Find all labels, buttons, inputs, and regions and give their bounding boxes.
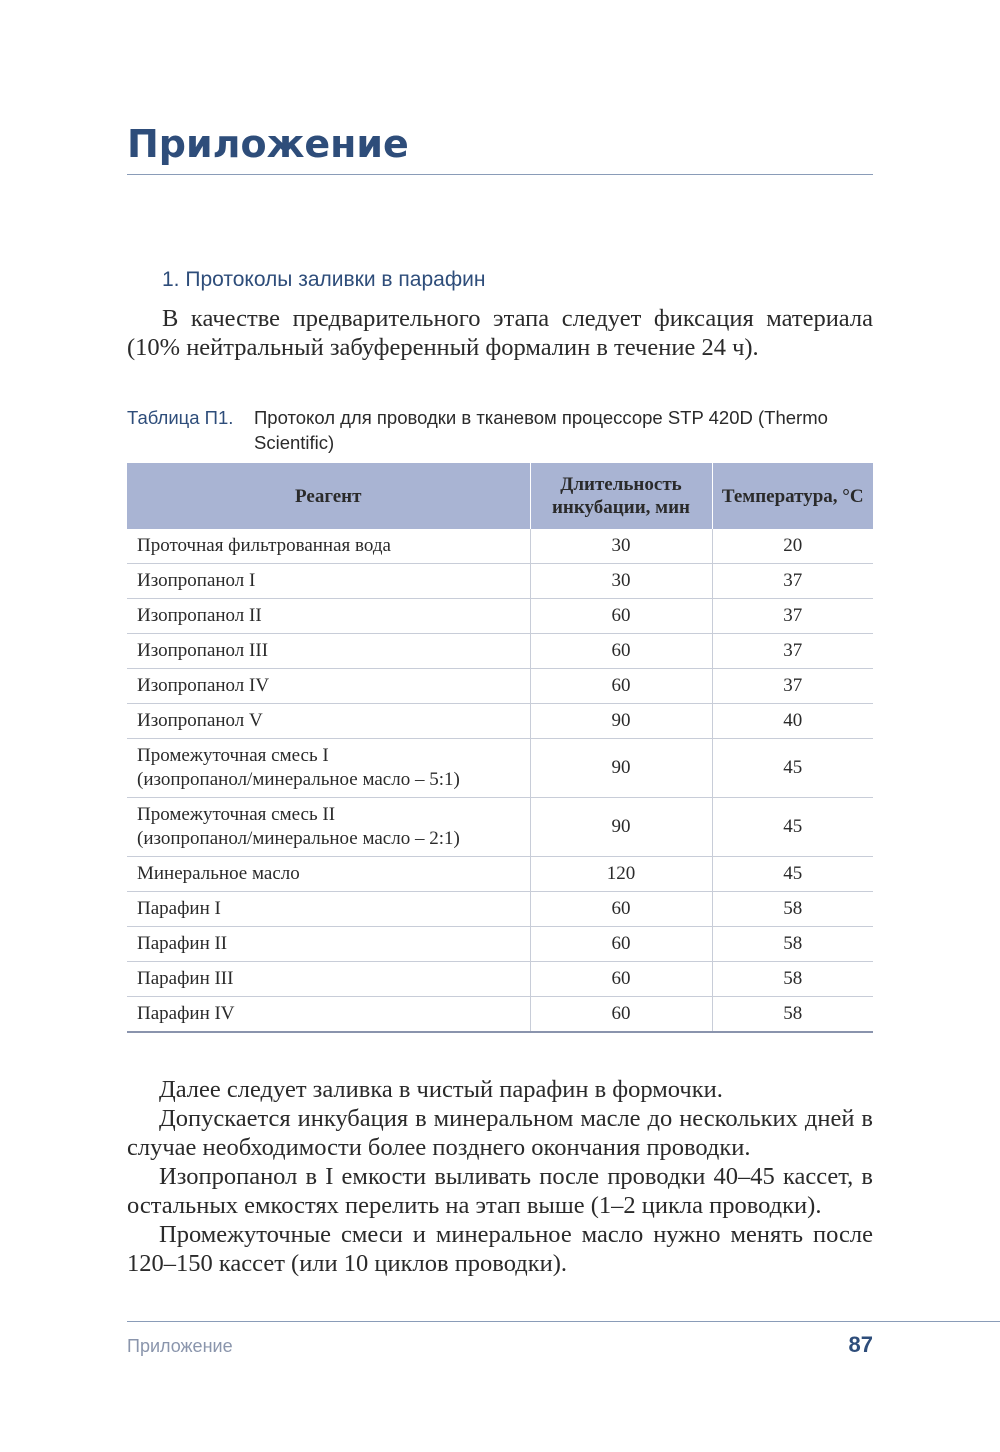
reagent-note: (изопропанол/минеральное масло – 5:1) — [137, 769, 460, 790]
title-divider — [127, 174, 873, 175]
table-header-row — [127, 463, 873, 529]
header-duration: Длительность инкубации, мин — [530, 463, 712, 529]
table-row — [127, 634, 873, 669]
reagent-cell — [127, 739, 530, 798]
duration-cell: 60 — [530, 634, 712, 669]
temperature-cell: 45 — [712, 739, 873, 798]
reagent-name: Промежуточная смесь II — [137, 804, 336, 825]
table-row — [127, 798, 873, 857]
header-reagent: Реагент — [127, 463, 530, 529]
table-row — [127, 599, 873, 634]
duration-cell: 60 — [530, 997, 712, 1033]
table-row — [127, 669, 873, 704]
table-row — [127, 962, 873, 997]
table-row — [127, 927, 873, 962]
temperature-cell: 45 — [712, 798, 873, 857]
intro-paragraph-text: В качестве предварительного этапа следует фиксация материала (10% нейтральный забуференный формалин в течение 24 ч). — [127, 305, 873, 361]
duration-cell: 60 — [530, 892, 712, 927]
reagent-cell: Минеральное масло — [127, 857, 530, 892]
footer-section-label: Приложение — [127, 1336, 233, 1356]
table-row — [127, 739, 873, 798]
reagent-cell: Парафин IV — [127, 997, 530, 1033]
duration-cell: 90 — [530, 739, 712, 798]
temperature-cell: 58 — [712, 997, 873, 1033]
temperature-cell: 58 — [712, 892, 873, 927]
duration-cell: 60 — [530, 669, 712, 704]
temperature-cell: 37 — [712, 634, 873, 669]
table-caption-label: Таблица П1. — [127, 407, 234, 428]
temperature-cell: 20 — [712, 529, 873, 564]
section-heading: 1. Протоколы заливки в парафин — [162, 268, 486, 291]
page-number: 87 — [848, 1332, 873, 1357]
duration-cell: 90 — [530, 798, 712, 857]
reagent-cell: Изопропанол II — [127, 599, 530, 634]
body-paragraph: Промежуточные смеси и минеральное масло нужно менять после 120–150 кассет (или 10 циклов проводки). — [127, 1221, 873, 1277]
duration-cell: 30 — [530, 529, 712, 564]
reagent-cell — [127, 798, 530, 857]
intro-paragraph — [127, 304, 873, 362]
table-caption-text: Протокол для проводки в тканевом процессоре STP 420D (Thermo Scientific) — [254, 407, 828, 453]
duration-cell: 60 — [530, 962, 712, 997]
reagent-cell: Изопропанол IV — [127, 669, 530, 704]
duration-cell: 90 — [530, 704, 712, 739]
protocol-table — [127, 463, 873, 1033]
body-paragraph: Далее следует заливка в чистый парафин в формочки. — [159, 1076, 723, 1103]
table-row — [127, 997, 873, 1033]
temperature-cell: 37 — [712, 599, 873, 634]
footer-divider — [127, 1321, 1000, 1322]
reagent-cell: Изопропанол V — [127, 704, 530, 739]
duration-cell: 60 — [530, 599, 712, 634]
reagent-note: (изопропанол/минеральное масло – 2:1) — [137, 828, 460, 849]
body-text — [127, 1075, 873, 1278]
temperature-cell: 37 — [712, 564, 873, 599]
reagent-cell: Парафин II — [127, 927, 530, 962]
reagent-cell: Проточная фильтрованная вода — [127, 529, 530, 564]
temperature-cell: 58 — [712, 927, 873, 962]
header-temperature: Температура, °С — [712, 463, 873, 529]
reagent-cell: Парафин III — [127, 962, 530, 997]
table-row — [127, 857, 873, 892]
reagent-cell: Изопропанол I — [127, 564, 530, 599]
table-row — [127, 892, 873, 927]
temperature-cell: 45 — [712, 857, 873, 892]
temperature-cell: 40 — [712, 704, 873, 739]
table-row — [127, 564, 873, 599]
reagent-name: Промежуточная смесь I — [137, 745, 329, 766]
page-title: Приложение — [127, 122, 409, 166]
table-row — [127, 704, 873, 739]
table-row — [127, 529, 873, 564]
temperature-cell: 58 — [712, 962, 873, 997]
duration-cell: 30 — [530, 564, 712, 599]
temperature-cell: 37 — [712, 669, 873, 704]
body-paragraph: Допускается инкубация в минеральном масле до нескольких дней в случае необходимости более позднего окончания проводки. — [127, 1105, 873, 1161]
duration-cell: 60 — [530, 927, 712, 962]
reagent-cell: Изопропанол III — [127, 634, 530, 669]
reagent-cell: Парафин I — [127, 892, 530, 927]
duration-cell: 120 — [530, 857, 712, 892]
body-paragraph: Изопропанол в I емкости выливать после проводки 40–45 кассет, в остальных емкостях перелить на этап выше (1–2 цикла проводки). — [127, 1163, 873, 1219]
